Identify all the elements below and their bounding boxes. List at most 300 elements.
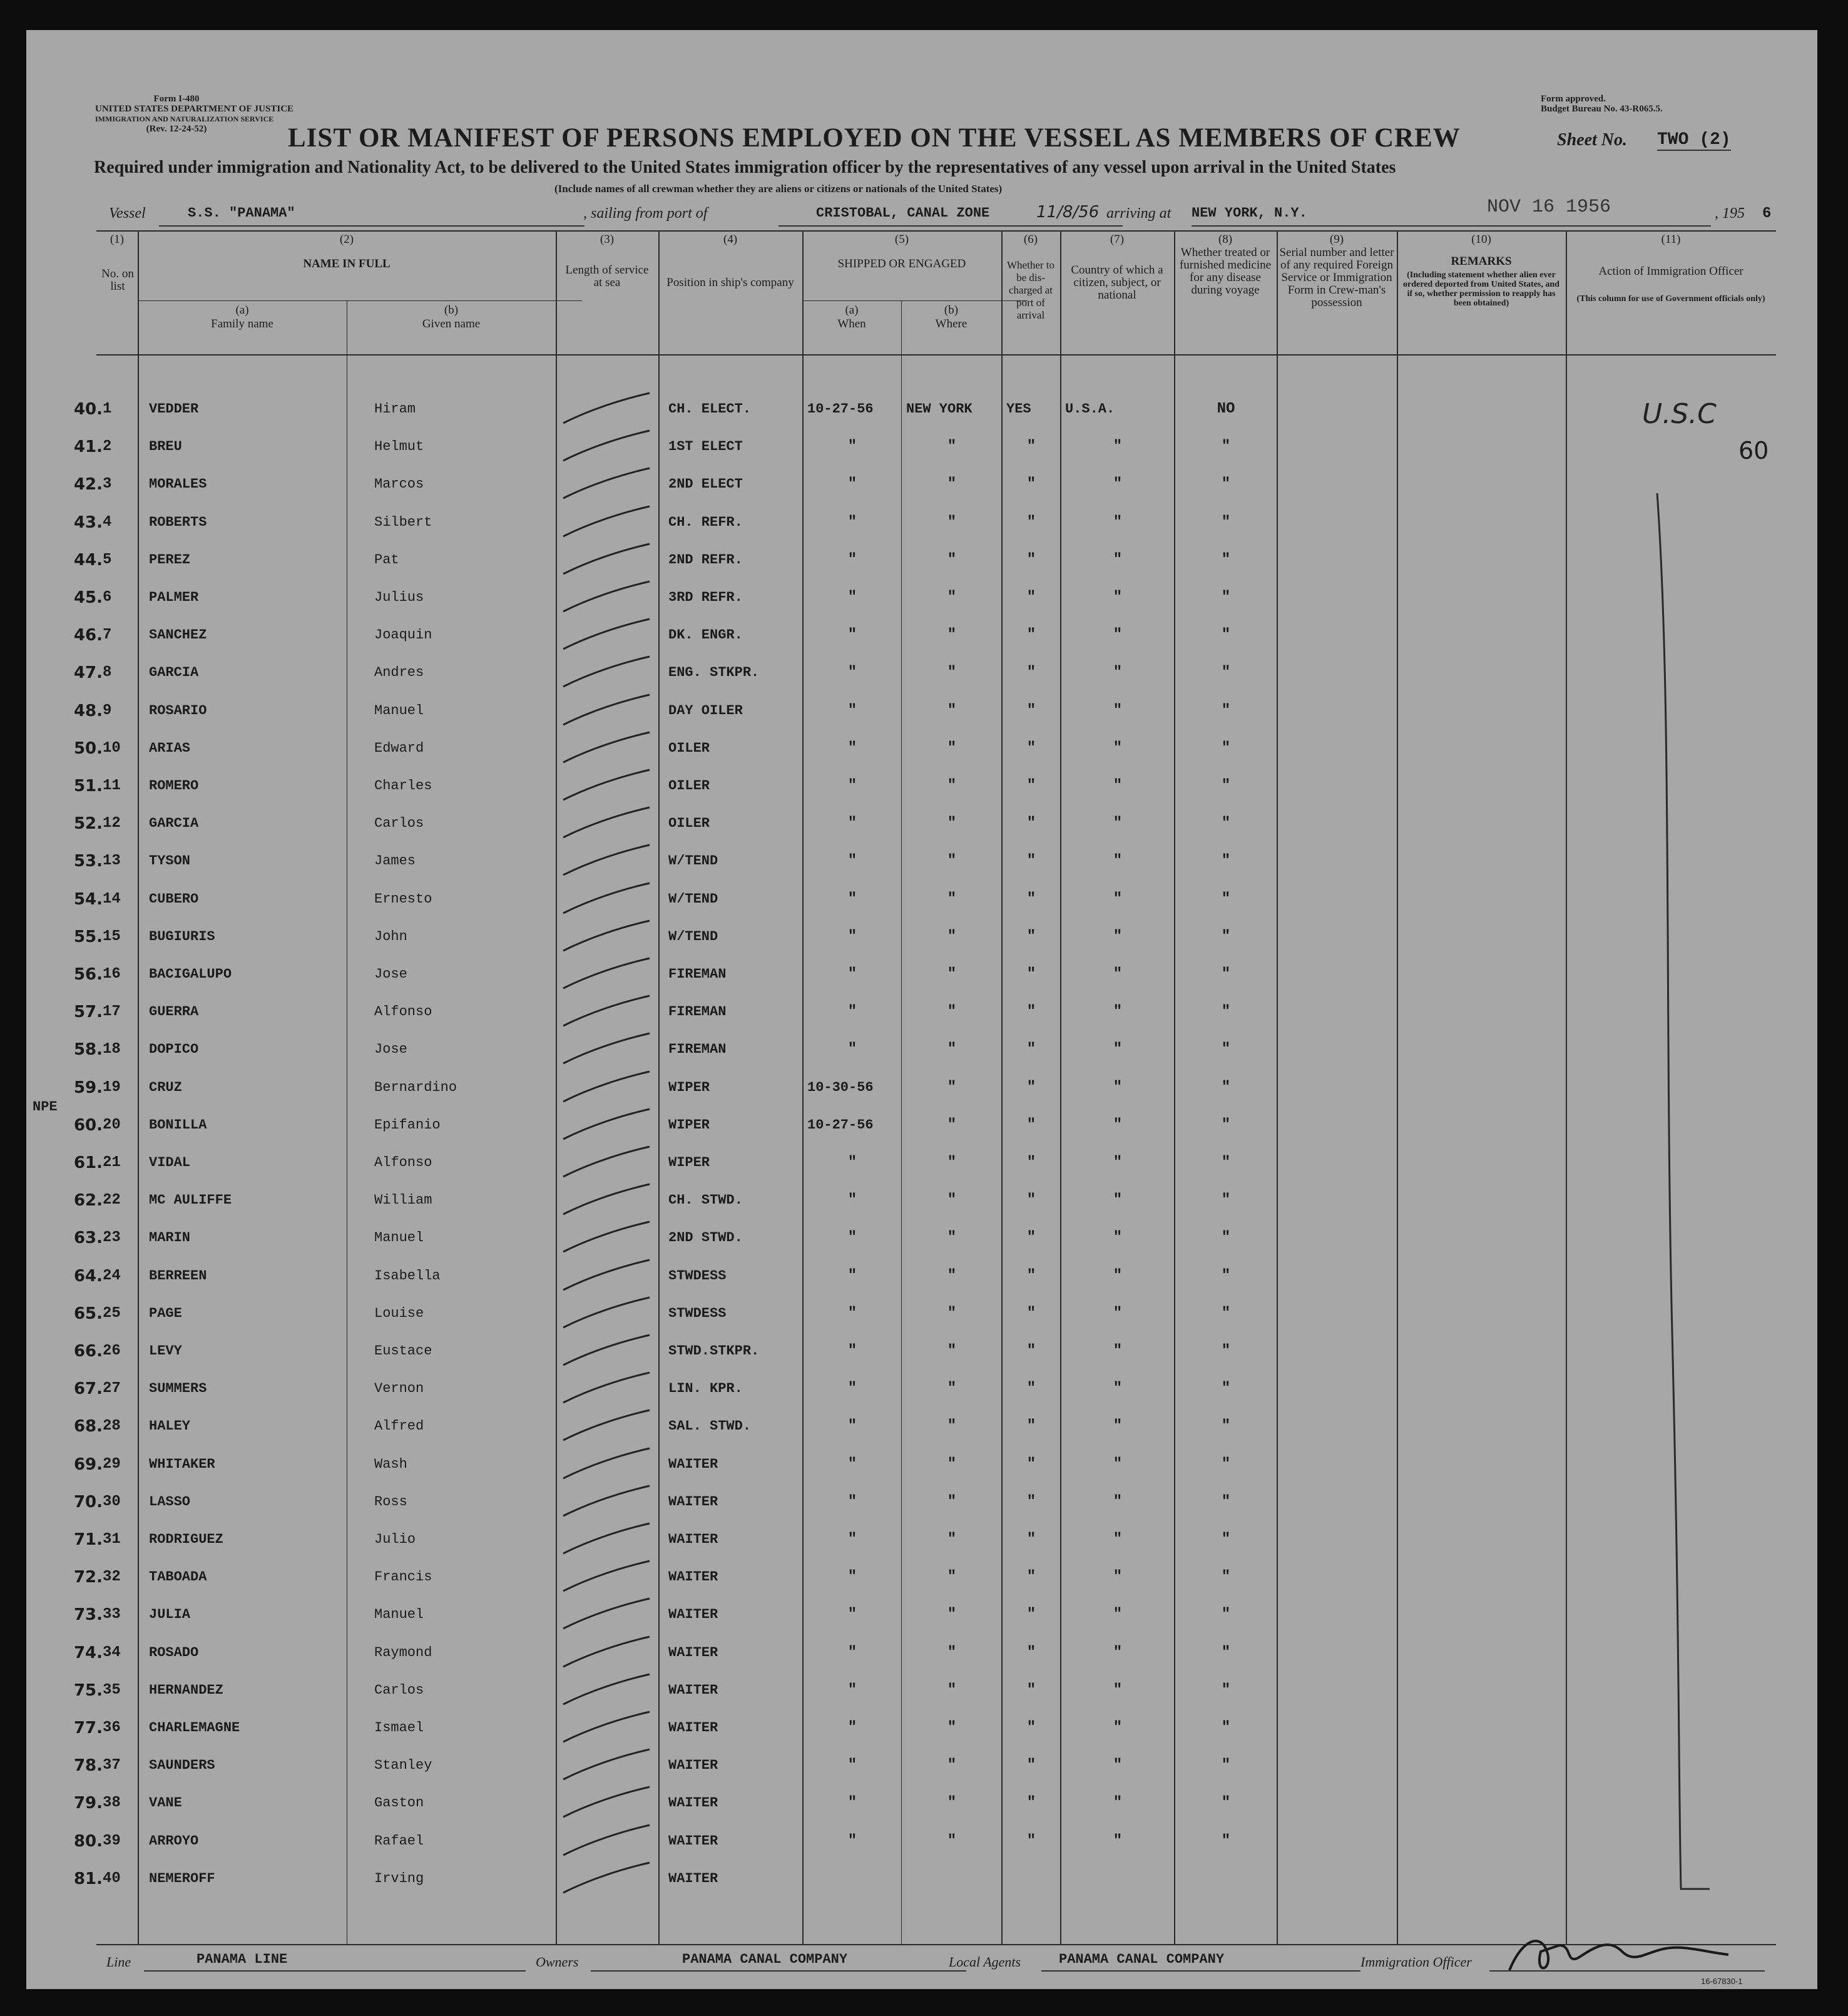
shipped-where: " — [947, 1267, 957, 1284]
given-name: Alfonso — [374, 1155, 432, 1170]
service-length-slash — [559, 1182, 653, 1219]
shipped-where: " — [947, 1154, 957, 1171]
given-name: James — [374, 853, 416, 869]
shipped-where: " — [947, 1531, 957, 1548]
arrival-underline — [1192, 225, 1711, 227]
shipped-when: 10-27-56 — [807, 1117, 874, 1133]
family-name: JULIA — [149, 1607, 191, 1623]
given-name: Epifanio — [374, 1117, 441, 1133]
service-length-slash — [559, 1370, 653, 1408]
discharged: " — [1026, 1154, 1036, 1171]
col6-header: Whether to be dis-charged at port of arrival — [1007, 259, 1054, 321]
given-name: Isabella — [374, 1267, 441, 1284]
row-number: 10 — [103, 739, 121, 757]
row-number: 6 — [103, 589, 112, 606]
country: " — [1113, 664, 1123, 682]
immigration-officer-label: Immigration Officer — [1360, 1954, 1472, 1970]
shipped-when: " — [847, 1229, 857, 1247]
service-length-slash — [559, 956, 653, 993]
crew-row — [26, 805, 1817, 842]
form-revision: (Rev. 12-24-52) — [146, 124, 207, 134]
shipped-where: " — [947, 1418, 957, 1435]
row-hw-number: 69. — [73, 1455, 103, 1474]
position: CH. REFR. — [668, 514, 743, 530]
discharged: " — [1026, 1304, 1036, 1322]
service-length-slash — [559, 541, 653, 579]
shipped-where: " — [947, 777, 957, 794]
crew-row — [26, 1521, 1817, 1558]
row-hw-number: 63. — [73, 1229, 103, 1248]
family-name: VANE — [149, 1795, 182, 1811]
manifest-title: LIST OR MANIFEST OF PERSONS EMPLOYED ON THE VESSEL AS MEMBERS OF CREW — [288, 123, 1461, 153]
service-name: IMMIGRATION AND NATURALIZATION SERVICE — [95, 115, 274, 123]
shipped-where: " — [947, 1757, 957, 1774]
shipped-where: " — [947, 589, 957, 606]
shipped-where: " — [947, 438, 957, 456]
col3-header: Length of service at sea — [565, 264, 649, 289]
row-hw-number: 71. — [73, 1530, 103, 1549]
shipped-when: " — [847, 702, 857, 719]
shipped-where: " — [947, 513, 957, 531]
family-name: ARIAS — [149, 740, 191, 756]
given-name: Vernon — [374, 1381, 424, 1397]
medicine: " — [1221, 1681, 1231, 1699]
service-length-slash — [559, 1257, 653, 1295]
discharged: " — [1026, 815, 1036, 832]
crew-row — [26, 1596, 1817, 1634]
medicine: " — [1221, 1380, 1231, 1398]
family-name: GARCIA — [149, 816, 199, 832]
owners-label: Owners — [536, 1954, 579, 1970]
position: W/TEND — [668, 891, 718, 907]
discharged: " — [1026, 852, 1036, 870]
row-hw-number: 80. — [73, 1831, 103, 1851]
shipped-where: " — [947, 1041, 957, 1058]
row-hw-number: 52. — [73, 814, 103, 834]
shipped-when: " — [847, 1267, 857, 1284]
col7-header: Country of which a citizen, subject, or national — [1071, 264, 1163, 302]
form-identification — [95, 94, 294, 134]
country: " — [1113, 1229, 1123, 1247]
country: " — [1113, 1078, 1123, 1096]
medicine: " — [1221, 1116, 1231, 1133]
crew-row — [26, 391, 1817, 428]
medicine: " — [1221, 1078, 1231, 1096]
crew-row — [26, 1031, 1817, 1068]
vessel-name: S.S. "PANAMA" — [188, 205, 295, 221]
medicine: " — [1221, 589, 1231, 606]
shipped-where: " — [947, 1455, 957, 1473]
shipped-when: " — [847, 1041, 857, 1058]
medicine: NO — [1217, 401, 1235, 417]
row-hw-number: 47. — [73, 663, 103, 683]
arrival-port: NEW YORK, N.Y. — [1192, 205, 1307, 221]
discharged: " — [1026, 513, 1036, 531]
given-name: Carlos — [374, 1682, 424, 1698]
row-number: 26 — [103, 1343, 121, 1359]
family-name: CHARLEMAGNE — [149, 1720, 240, 1736]
department-name: UNITED STATES DEPARTMENT OF JUSTICE — [95, 104, 294, 114]
discharged: " — [1026, 1078, 1036, 1096]
medicine: " — [1221, 739, 1231, 757]
crew-row — [26, 1860, 1817, 1898]
shipped-where: " — [947, 1078, 957, 1096]
row-number: 21 — [103, 1154, 121, 1171]
crew-row — [26, 1257, 1817, 1295]
col1-number: (1) — [110, 233, 125, 246]
service-length-slash — [559, 1747, 653, 1784]
family-name: GARCIA — [149, 665, 199, 681]
row-number: 29 — [103, 1455, 121, 1473]
given-name: Jose — [374, 1041, 407, 1058]
row-number: 2 — [103, 438, 112, 456]
col5a-number: (a) — [845, 304, 859, 317]
medicine: " — [1221, 1267, 1231, 1284]
service-length-slash — [559, 1295, 653, 1333]
country: " — [1113, 551, 1123, 568]
medicine: " — [1221, 1606, 1231, 1624]
shipped-where — [902, 1860, 1001, 1898]
crew-row — [26, 1709, 1817, 1747]
shipped-when: " — [847, 1681, 857, 1699]
discharged: " — [1026, 1832, 1036, 1850]
family-name: LASSO — [149, 1493, 191, 1510]
discharged: " — [1026, 627, 1036, 644]
crew-row — [26, 466, 1817, 503]
shipped-when: " — [847, 551, 857, 568]
row-hw-number: 50. — [73, 739, 103, 758]
given-name: Irving — [374, 1870, 424, 1886]
row-number: 25 — [103, 1304, 121, 1322]
shipped-when: " — [847, 627, 857, 644]
col5-number: (5) — [894, 233, 909, 246]
shipped-where: " — [947, 627, 957, 644]
given-name: Manuel — [374, 1230, 424, 1246]
crew-row — [26, 1823, 1817, 1860]
col9-header: Serial number and letter of any required Foreign Service or Immigration Form in Crew-man's possession — [1279, 246, 1394, 309]
service-length-slash — [559, 805, 653, 842]
medicine: " — [1221, 1493, 1231, 1510]
row-hw-number: 53. — [73, 852, 103, 871]
discharged: " — [1026, 664, 1036, 682]
shipped-when: " — [847, 476, 857, 493]
crew-row — [26, 1182, 1817, 1219]
country: " — [1113, 627, 1123, 644]
country: " — [1113, 1644, 1123, 1661]
discharged: " — [1026, 739, 1036, 757]
position: WAITER — [668, 1682, 718, 1698]
country: U.S.A. — [1065, 401, 1115, 417]
crew-row — [26, 1333, 1817, 1370]
discharged: " — [1026, 1343, 1036, 1359]
service-length-slash — [559, 1031, 653, 1068]
table-top-border — [96, 230, 1776, 232]
service-length-slash — [559, 1144, 653, 1182]
position: 2ND STWD. — [668, 1230, 743, 1246]
shipped-when: " — [847, 513, 857, 531]
shipped-when: " — [847, 1794, 857, 1812]
country: " — [1113, 1719, 1123, 1736]
col6-number: (6) — [1023, 233, 1038, 246]
country: " — [1113, 1568, 1123, 1586]
row-number: 15 — [103, 928, 121, 945]
position: WAITER — [668, 1569, 718, 1585]
discharged: " — [1026, 702, 1036, 719]
discharged — [1003, 1860, 1060, 1898]
discharged: " — [1026, 890, 1036, 908]
shipped-where: " — [947, 1192, 957, 1209]
row-number: 14 — [103, 890, 121, 908]
col1-header: No. on list — [101, 267, 134, 293]
print-code: 16-67830-1 — [1701, 1977, 1743, 1986]
row-number: 27 — [103, 1380, 121, 1398]
row-number: 4 — [103, 513, 112, 531]
service-length-slash — [559, 1446, 653, 1483]
crew-row — [26, 1446, 1817, 1483]
given-name: Rafael — [374, 1833, 424, 1849]
position: 1ST ELECT — [668, 439, 743, 455]
shipped-when: " — [847, 1192, 857, 1209]
col3-number: (3) — [600, 233, 615, 246]
family-name: BONILLA — [149, 1117, 207, 1133]
row-hw-number: 78. — [73, 1756, 103, 1776]
shipped-where: " — [947, 664, 957, 682]
shipped-when: " — [847, 1304, 857, 1322]
family-name: LEVY — [149, 1343, 182, 1359]
shipped-when: " — [847, 1343, 857, 1359]
position: STWDESS — [668, 1267, 727, 1284]
crew-row — [26, 956, 1817, 993]
country: " — [1113, 852, 1123, 870]
shipped-where: " — [947, 1644, 957, 1661]
row-hw-number: 59. — [73, 1078, 103, 1097]
crew-row — [26, 617, 1817, 654]
service-length-slash — [559, 993, 653, 1031]
family-name: DOPICO — [149, 1041, 199, 1058]
service-length-slash — [559, 1483, 653, 1521]
discharged: " — [1026, 1455, 1036, 1473]
position: 2ND ELECT — [668, 476, 743, 493]
service-length-slash — [559, 1333, 653, 1370]
position: DK. ENGR. — [668, 627, 743, 643]
position: 2ND REFR. — [668, 551, 743, 568]
row-number: 33 — [103, 1606, 121, 1624]
country: " — [1113, 438, 1123, 456]
position: WAITER — [668, 1870, 718, 1886]
service-length-slash — [559, 1219, 653, 1257]
position: CH. STWD. — [668, 1192, 743, 1209]
crew-row — [26, 692, 1817, 730]
country: " — [1113, 966, 1123, 983]
sailing-label: , sailing from port of — [583, 205, 708, 222]
shipped-when — [804, 1860, 901, 1898]
service-length-slash — [559, 730, 653, 767]
col10-header: REMARKS — [1451, 255, 1512, 268]
medicine: " — [1221, 1154, 1231, 1171]
medicine: " — [1221, 1304, 1231, 1322]
row-number: 5 — [103, 551, 112, 568]
medicine: " — [1221, 476, 1231, 493]
country: " — [1113, 1606, 1123, 1624]
service-length-slash — [559, 1860, 653, 1898]
shipped-when: " — [847, 1606, 857, 1624]
col10-note: (Including statement whether alien ever ordered deported from United States, and if so, whether permission to reapply has been obtained) — [1403, 270, 1560, 308]
service-length-slash — [559, 1408, 653, 1445]
position: CH. ELECT. — [668, 401, 752, 417]
row-hw-number: 65. — [73, 1304, 103, 1323]
country — [1061, 1860, 1174, 1898]
family-name: ARROYO — [149, 1833, 199, 1849]
col11-number: (11) — [1661, 233, 1681, 246]
medicine: " — [1221, 1418, 1231, 1435]
service-length-slash — [559, 1784, 653, 1822]
crew-row — [26, 504, 1817, 541]
given-name: Joaquin — [374, 627, 432, 643]
row-number: 39 — [103, 1832, 121, 1850]
country: " — [1113, 513, 1123, 531]
service-length-slash — [559, 579, 653, 617]
country: " — [1113, 1493, 1123, 1510]
name-subheader-rule — [138, 300, 582, 301]
row-number: 40 — [103, 1870, 121, 1887]
position: WAITER — [668, 1758, 718, 1774]
given-name: Marcos — [374, 476, 424, 493]
local-agents-label: Local Agents — [949, 1954, 1021, 1970]
row-number: 1 — [103, 401, 112, 417]
given-name: Stanley — [374, 1758, 432, 1774]
agents-underline — [1041, 1970, 1360, 1972]
discharged: " — [1026, 1003, 1036, 1021]
line-value: PANAMA LINE — [197, 1952, 288, 1967]
year-digit: 6 — [1762, 205, 1772, 222]
shipped-where: " — [947, 815, 957, 832]
col4-header: Position in ship's company — [666, 276, 794, 289]
medicine: " — [1221, 1229, 1231, 1247]
shipped-when: " — [847, 815, 857, 832]
given-name: Silbert — [374, 514, 432, 530]
country: " — [1113, 1192, 1123, 1209]
medicine: " — [1221, 438, 1231, 456]
discharged: " — [1026, 551, 1036, 568]
service-length-slash — [559, 428, 653, 466]
crew-row — [26, 1107, 1817, 1144]
row-number: 22 — [103, 1192, 121, 1209]
position: WAITER — [668, 1456, 718, 1472]
given-name: Bernardino — [374, 1079, 457, 1095]
country: " — [1113, 1681, 1123, 1699]
given-name: Ernesto — [374, 891, 432, 907]
service-length-slash — [559, 1709, 653, 1747]
position: OILER — [668, 778, 710, 794]
family-name: BUGIURIS — [149, 928, 215, 944]
shipped-where: " — [947, 1568, 957, 1586]
service-length-slash — [559, 692, 653, 730]
medicine: " — [1221, 1041, 1231, 1058]
budget-bureau-line: Budget Bureau No. 43-R065.5. — [1541, 104, 1663, 114]
position: FIREMAN — [668, 1004, 727, 1020]
position: ENG. STKPR. — [668, 665, 760, 681]
row-hw-number: 54. — [73, 889, 103, 909]
crew-row — [26, 428, 1817, 466]
legal-requirement: Required under immigration and Nationality Act, to be delivered to the United States immigration officer by the representatives of any vessel upon arrival in the United States — [94, 158, 1396, 177]
service-length-slash — [559, 842, 653, 880]
discharged: " — [1026, 1267, 1036, 1284]
shipped-where: " — [947, 1003, 957, 1021]
row-hw-number: 46. — [73, 626, 103, 645]
row-hw-number: 44. — [73, 550, 103, 570]
shipped-when: " — [847, 589, 857, 606]
shipped-when: " — [847, 1832, 857, 1850]
shipped-when: " — [847, 1531, 857, 1548]
discharged: " — [1026, 1493, 1036, 1510]
row-number: 28 — [103, 1418, 121, 1435]
row-number: 35 — [103, 1681, 121, 1699]
country: " — [1113, 589, 1123, 606]
row-number: 13 — [103, 852, 121, 870]
row-hw-number: 77. — [73, 1719, 103, 1737]
row-hw-number: 58. — [73, 1040, 103, 1060]
row-number: 32 — [103, 1568, 121, 1586]
discharged: " — [1026, 1380, 1036, 1398]
given-name: Louise — [374, 1305, 424, 1321]
position: WIPER — [668, 1079, 710, 1095]
given-name: Manuel — [374, 1607, 424, 1623]
col2-number: (2) — [339, 233, 354, 246]
family-name: HERNANDEZ — [149, 1682, 223, 1698]
position: DAY OILER — [668, 702, 743, 719]
service-length-slash — [559, 1634, 653, 1672]
row-hw-number: 43. — [73, 513, 103, 532]
discharged: YES — [1006, 401, 1031, 417]
medicine: " — [1221, 1757, 1231, 1774]
row-number: 11 — [103, 777, 121, 794]
medicine: " — [1221, 1794, 1231, 1812]
form-approval — [1541, 94, 1663, 114]
family-name: SAUNDERS — [149, 1758, 215, 1774]
given-name: William — [374, 1192, 432, 1209]
col11-header: Action of Immigration Officer — [1598, 265, 1743, 278]
position: W/TEND — [668, 928, 718, 944]
shipped-where: " — [947, 1343, 957, 1359]
crew-row — [26, 1747, 1817, 1784]
service-length-slash — [559, 1107, 653, 1144]
given-name: Andres — [374, 665, 424, 681]
medicine: " — [1221, 1455, 1231, 1473]
position: WAITER — [668, 1532, 718, 1547]
shipped-where: " — [947, 1380, 957, 1398]
row-hw-number: 56. — [73, 965, 103, 984]
discharged: " — [1026, 1794, 1036, 1812]
medicine: " — [1221, 664, 1231, 682]
position: LIN. KPR. — [668, 1381, 743, 1397]
given-name: Alfred — [374, 1418, 424, 1435]
given-name: Pat — [374, 551, 399, 568]
row-hw-number: 81. — [73, 1869, 103, 1888]
manifest-sheet — [26, 30, 1817, 1989]
col2b-number: (b) — [444, 304, 459, 317]
shipped-where: " — [947, 1832, 957, 1850]
country: " — [1113, 1380, 1123, 1398]
row-number: 34 — [103, 1644, 121, 1661]
service-length-slash — [559, 1823, 653, 1860]
medicine: " — [1221, 1568, 1231, 1586]
line-label: Line — [106, 1954, 131, 1970]
country: " — [1113, 476, 1123, 493]
shipped-where: " — [947, 1229, 957, 1247]
given-name: Edward — [374, 740, 424, 756]
shipped-when: " — [847, 664, 857, 682]
include-note: (Include names of all crewman whether they are aliens or citizens or nationals of the United States) — [554, 183, 1003, 195]
